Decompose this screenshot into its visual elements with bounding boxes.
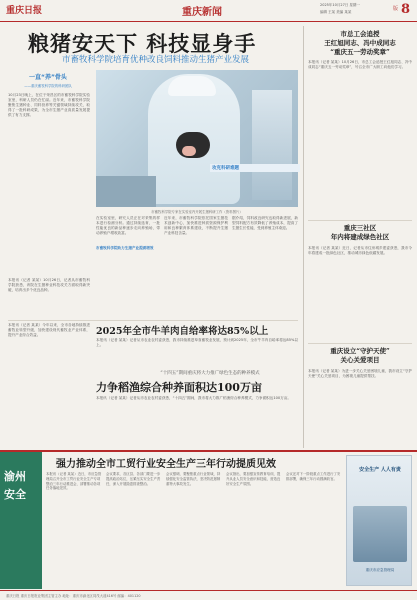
lead-subheadline: 市畜牧科学院培育优种改良饲料推动生猪产业发展 bbox=[62, 55, 250, 65]
story3-body: 本报讯（记者 某某）记者从市农业农村委获悉，“十四五”期间，我市将大力推广稻渔综合种养模式，力争面积达100万亩。 bbox=[96, 396, 292, 400]
paper-name: 重庆日报 bbox=[6, 6, 43, 16]
bottom-banner bbox=[0, 452, 42, 589]
kicker-subtitle: ——重庆畜牧科学院的科研团队 bbox=[24, 84, 72, 88]
divider bbox=[8, 320, 298, 321]
piglet-snout bbox=[182, 146, 196, 156]
bottom-body-5: 会议还对下一阶段重点工作进行了安排部署，确保三年行动圆满收官。 bbox=[286, 472, 341, 481]
banner-line2: 安全 bbox=[4, 488, 26, 501]
scientist-cap bbox=[168, 76, 216, 96]
footer bbox=[0, 590, 417, 600]
right-story1-title bbox=[308, 30, 412, 57]
right-story1-title-line3: “重庆五一劳动奖章” bbox=[330, 48, 390, 56]
sub-kicker-2: 市畜牧科学院助力生猪产业提质增效 bbox=[96, 246, 154, 250]
left-body-a: 本报讯（记者 某某）10月26日，记者从市畜牧科学院获悉，该院在生猪种业科技攻关方面取得新突破，培育出多个优良品种。 bbox=[8, 278, 90, 292]
story2-headline: 2025年全市牛羊肉自给率将达85%以上 bbox=[96, 326, 269, 337]
right-story1-body: 本报讯（记者 某某）10月26日，市总工会追授王红旭同志、冯中成同志“重庆五一劳动奖章”，号召全市广大职工向他们学习。 bbox=[308, 60, 412, 69]
right-story2-title bbox=[308, 224, 412, 242]
right-story3-title-line1: 重庆设立“守护天使” bbox=[330, 347, 390, 355]
lead-body-col3: 近年来，市畜牧科学院依托国家生猪技术创新中心，加快推进种质资源保护利用和良种繁育体系建设，不断提升生猪产业科技含量。 bbox=[164, 216, 228, 235]
sub-kicker-1: 攻克科研难题 bbox=[210, 164, 300, 172]
kicker-title: 一直“养”骨头 bbox=[29, 74, 67, 81]
bottom-headline: 强力推动全市工贸行业安全生产三年行动提质见效 bbox=[56, 459, 276, 470]
right-divider-1 bbox=[308, 220, 412, 221]
lead-body-col4: 据介绍，饲料改良研究也取得新进展，新型饲料配方有效降低了养殖成本，提高了生猪生长性能，受到养殖主体欢迎。 bbox=[232, 216, 298, 230]
masthead bbox=[0, 0, 417, 22]
right-story2-title-line1: 重庆三社区 bbox=[343, 224, 377, 232]
story3-kicker: “十四五”期间重庆将大力推广绿色生态的种养模式 bbox=[160, 371, 260, 376]
right-story1-title-line1: 市总工会追授 bbox=[340, 30, 380, 38]
footer-text: 重庆日报 重庆日报报业集团主管主办 地址：重庆市渝北区同茂大道416号 邮编：401120 bbox=[6, 594, 141, 598]
banner-line1: 渝州 bbox=[4, 470, 26, 483]
bottom-ad bbox=[346, 455, 412, 586]
story2-body: 本报讯（记者 某某）记者从市农业农村委获悉，我市持续推进草食畜牧业发展，预计到2025年，全市牛羊肉自给率将达85%以上。 bbox=[96, 338, 298, 347]
ad-image bbox=[353, 506, 407, 562]
right-story2-title-line2: 年内将建成绿色社区 bbox=[330, 233, 390, 241]
ad-subtitle: 重庆市应急管理局 bbox=[365, 568, 395, 572]
right-story3-body: 本报讯（记者 某某）为进一步关心关爱困境儿童，我市设立“守护天使”关心关爱项目，为困境儿童提供帮扶。 bbox=[308, 369, 412, 378]
right-divider-2 bbox=[308, 343, 412, 344]
lead-kicker bbox=[8, 72, 88, 90]
lead-body-col2: 在实验室里，研究人员正在对采集的样本进行检测分析。通过持续选育，一批性能优良的新品种逐步走向养殖场，带动养殖户增收致富。 bbox=[96, 216, 160, 235]
story3-headline: 力争稻渔综合种养面积达100万亩 bbox=[96, 381, 262, 394]
lead-body-col1: 10月23日晚上，在位于荣昌区的市畜牧科学院实验室里，科研人员仍在忙碌。近年来，市畜牧科学院聚焦生猪种业、饲料营养等关键领域持续攻关，取得了一批科研成果，为全市生猪产业高质量发展提供了有力支撑。 bbox=[8, 93, 90, 117]
bottom-body-2: 会议要求，各区县、各部门要进一步提高政治站位，压紧压实安全生产责任，深入开展隐患排查整治。 bbox=[106, 472, 161, 486]
left-body-b: 本报讯（记者 某某）今年以来，全市各地持续推进畜牧业转型升级，加快建设现代畜牧业产业体系，提升产业综合效益。 bbox=[8, 323, 90, 337]
page-label: 版 bbox=[393, 6, 399, 12]
editor-line: 编辑 王某 美编 某某 bbox=[320, 10, 352, 14]
lab-equipment bbox=[252, 90, 292, 200]
right-story3-title bbox=[308, 347, 412, 365]
date-line: 2025年10月27日 星期一 bbox=[320, 3, 360, 7]
right-story3-title-line2: 关心关爱项目 bbox=[340, 356, 380, 364]
section-title: 重庆新闻 bbox=[182, 7, 222, 18]
photo-caption: 市畜牧科学院专家在实验室内开展生猪科研工作（资料图片） bbox=[151, 210, 243, 214]
lab-bench bbox=[96, 176, 156, 207]
lead-photo bbox=[96, 70, 298, 207]
page-number: 8 bbox=[401, 2, 411, 17]
bottom-body-4: 会议指出，要加强宣传教育培训，提升从业人员安全意识和技能，营造良好安全生产氛围。 bbox=[226, 472, 281, 486]
ad-title: 安全生产 人人有责 bbox=[359, 467, 401, 473]
bottom-body-1: 本报讯（记者 某某）近日，市应急管理局召开全市工贸行业安全生产专项整治三年行动推进会，部署推动各项任务落地见效。 bbox=[46, 472, 102, 491]
right-story1-title-line2: 王红旭同志、冯中成同志 bbox=[324, 39, 396, 47]
right-column-rule bbox=[303, 26, 304, 448]
bottom-top-rule bbox=[0, 450, 417, 452]
right-story2-body: 本报讯（记者 某某）近日，记者从市住房城乡建委获悉，我市今年将建成一批绿色社区，推动城市绿色低碳发展。 bbox=[308, 246, 412, 255]
lead-headline: 粮猪安天下 科技显身手 bbox=[28, 31, 257, 56]
bottom-body-3: 会议强调，要聚焦重点行业领域，持续强化安全监管执法，坚决防范遏制重特大事故发生。 bbox=[166, 472, 221, 486]
